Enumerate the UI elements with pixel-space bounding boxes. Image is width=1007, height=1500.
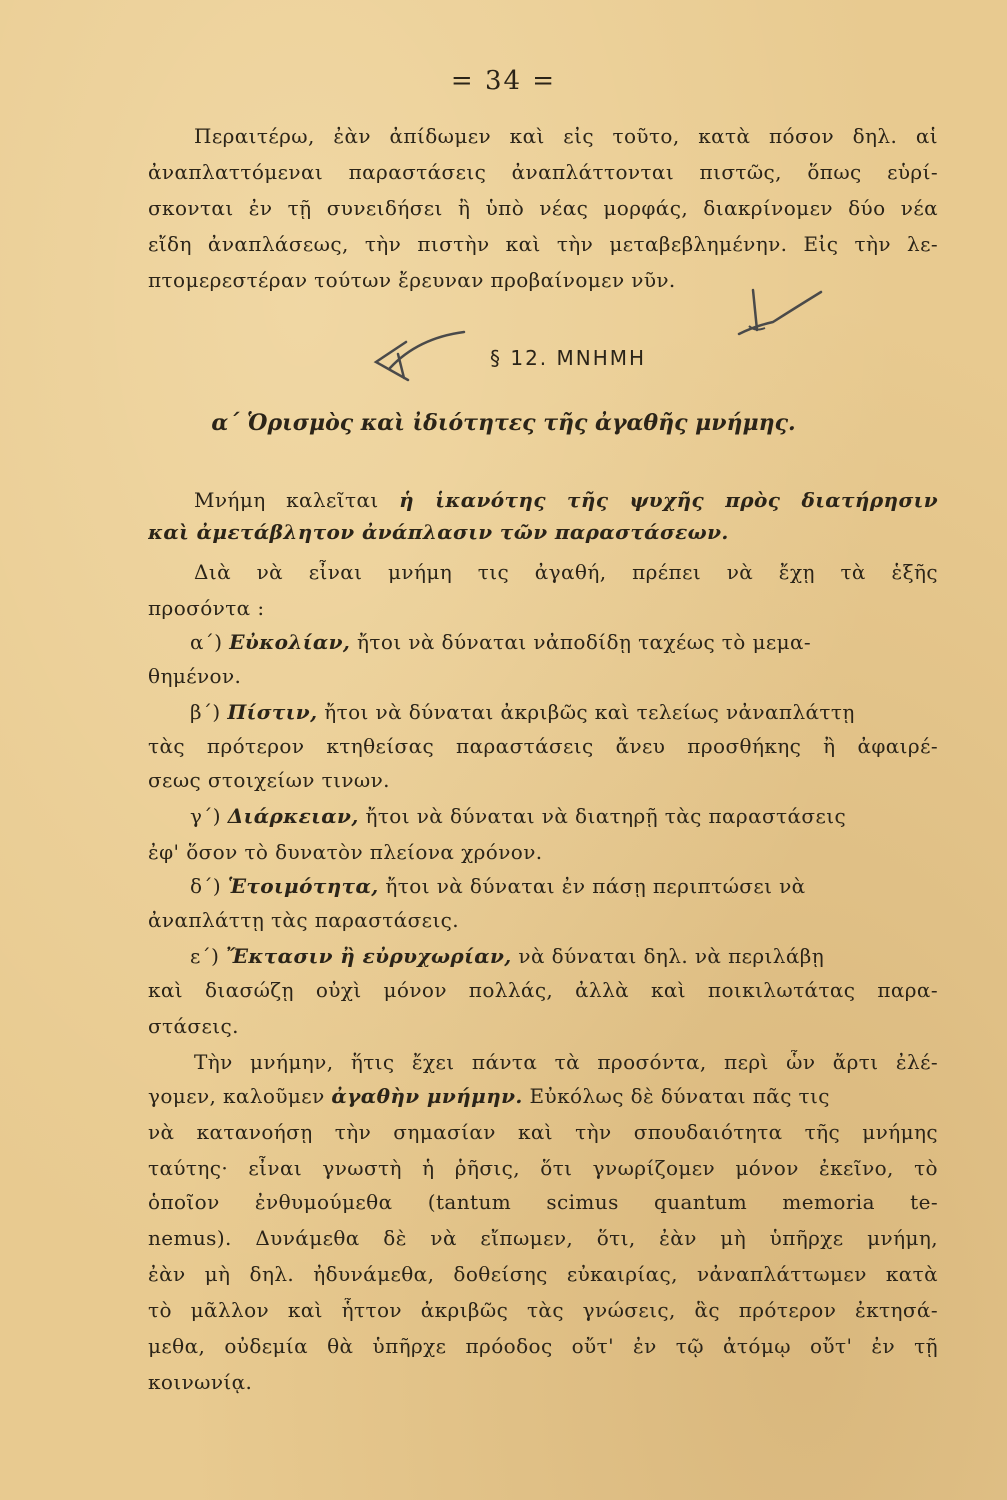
item-text: ἤτοι νὰ δύναται ἀκριβῶς καὶ τελείως νἀναπλάττῃ <box>324 700 855 724</box>
item-continuation: τὰς πρότερον κτηθείσας παραστάσεις ἄνευ προσθήκης ἢ ἀφαιρέ- <box>148 734 938 758</box>
intro-line: ἀναπλαττόμεναι παραστάσεις ἀναπλάττονται πιστῶς, ὅπως εὑρί- <box>148 160 938 184</box>
item-marker: α΄) <box>190 630 223 654</box>
pencil-check-mark <box>368 328 468 384</box>
closing-line: μεθα, οὐδεμία θὰ ὑπῆρχε πρόοδος οὔτ' ἐν τῷ ἀτόμῳ οὔτ' ἐν τῇ <box>148 1334 938 1358</box>
list-item <box>190 630 938 654</box>
closing-text: Εὐκόλως δὲ δύναται πᾶς τις <box>529 1084 830 1108</box>
item-continuation: θημένον. <box>148 664 242 688</box>
intro-line: εἴδη ἀναπλάσεως, τὴν πιστὴν καὶ τὴν μεταβεβλημένην. Εἰς τὴν λε- <box>148 232 938 256</box>
item-term: Ἔκτασιν ἢ εὐρυχωρίαν, <box>226 944 512 968</box>
item-term: Πίστιν, <box>227 700 318 724</box>
item-term: Ἑτοιμότητα, <box>227 874 379 898</box>
item-text: νὰ δύναται δηλ. νὰ περιλάβῃ <box>518 944 825 968</box>
closing-line: ταύτης· εἶναι γνωστὴ ἡ ῥῆσις, ὅτι γνωρίζομεν μόνον ἐκεῖνο, τὸ <box>148 1156 938 1180</box>
list-item <box>190 804 938 828</box>
item-term: Διάρκειαν, <box>227 804 359 828</box>
item-marker: δ΄) <box>190 874 222 898</box>
closing-line: κοινωνίᾳ. <box>148 1370 253 1394</box>
item-marker: β΄) <box>190 700 221 724</box>
list-item <box>190 700 938 724</box>
item-text: ἤτοι νὰ δύναται νὰ διατηρῇ τὰς παραστάσεις <box>365 804 847 828</box>
conditions-line: Διὰ νὰ εἶναι μνήμη τις ἀγαθή, πρέπει νὰ ἔχῃ τὰ ἑξῆς <box>194 560 938 584</box>
closing-line <box>148 1084 938 1108</box>
section-heading: § 12. ΜΝΗΜΗ <box>490 346 647 370</box>
closing-line: ὁποῖον ἐνθυμούμεθα (tantum scimus quantum memoria te- <box>148 1190 938 1214</box>
definition-bold: καὶ ἀμετάβλητον ἀνάπλασιν τῶν παραστάσεων. <box>148 520 729 544</box>
definition-bold: ἡ ἱκανότης τῆς ψυχῆς πρὸς διατήρησιν <box>399 488 938 512</box>
closing-line: νὰ κατανοήσῃ τὴν σημασίαν καὶ τὴν σπουδαιότητα τῆς μνήμης <box>148 1120 938 1144</box>
item-text: ἤτοι νὰ δύναται ἐν πάσῃ περιπτώσει νὰ <box>385 874 806 898</box>
definition-lead: Μνήμη καλεῖται <box>194 488 379 512</box>
closing-text: γομεν, καλοῦμεν <box>148 1084 325 1108</box>
list-item <box>190 944 938 968</box>
item-term: Εὐκολίαν, <box>229 630 351 654</box>
item-marker: ε΄) <box>190 944 220 968</box>
closing-line: Τὴν μνήμην, ἥτις ἔχει πάντα τὰ προσόντα, περὶ ὧν ἄρτι ἐλέ- <box>194 1050 938 1074</box>
intro-line: σκονται ἐν τῇ συνειδήσει ἢ ὑπὸ νέας μορφάς, διακρίνομεν δύο νέα <box>148 196 938 220</box>
item-continuation: ἀναπλάττῃ τὰς παραστάσεις. <box>148 908 460 932</box>
item-continuation: σεως στοιχείων τινων. <box>148 768 390 792</box>
closing-emphasis: ἀγαθὴν μνήμην. <box>331 1084 523 1108</box>
closing-line: ἐὰν μὴ δηλ. ἠδυνάμεθα, δοθείσης εὐκαιρίας, νἀναπλάττωμεν κατὰ <box>148 1262 938 1286</box>
item-marker: γ΄) <box>190 804 221 828</box>
item-continuation: ἐφ' ὅσον τὸ δυνατὸν πλείονα χρόνον. <box>148 840 543 864</box>
item-continuation: στάσεις. <box>148 1014 239 1038</box>
page-number: = 34 = <box>450 66 557 96</box>
conditions-line: προσόντα : <box>148 596 265 620</box>
section-subheading: α΄ Ὁρισμὸς καὶ ἰδιότητες τῆς ἀγαθῆς μνήμης. <box>211 410 796 436</box>
closing-line: τὸ μᾶλλον καὶ ἧττον ἀκριβῶς τὰς γνώσεις, ἃς πρότερον ἐκτησά- <box>148 1298 938 1322</box>
list-item <box>190 874 938 898</box>
intro-line: Περαιτέρω, ἐὰν ἀπίδωμεν καὶ εἰς τοῦτο, κατὰ πόσον δηλ. αἱ <box>194 124 938 148</box>
item-continuation: καὶ διασώζῃ οὐχὶ μόνον πολλάς, ἀλλὰ καὶ ποικιλωτάτας παρα- <box>148 978 938 1002</box>
definition-line <box>194 488 938 512</box>
pencil-check-mark <box>735 282 825 342</box>
closing-line: nemus). Δυνάμεθα δὲ νὰ εἴπωμεν, ὅτι, ἐὰν μὴ ὑπῆρχε μνήμη, <box>148 1226 938 1250</box>
item-text: ἤτοι νὰ δύναται νἀποδίδῃ ταχέως τὸ μεμα- <box>357 630 812 654</box>
intro-line: πτομερεστέραν τούτων ἔρευναν προβαίνομεν νῦν. <box>148 268 676 292</box>
